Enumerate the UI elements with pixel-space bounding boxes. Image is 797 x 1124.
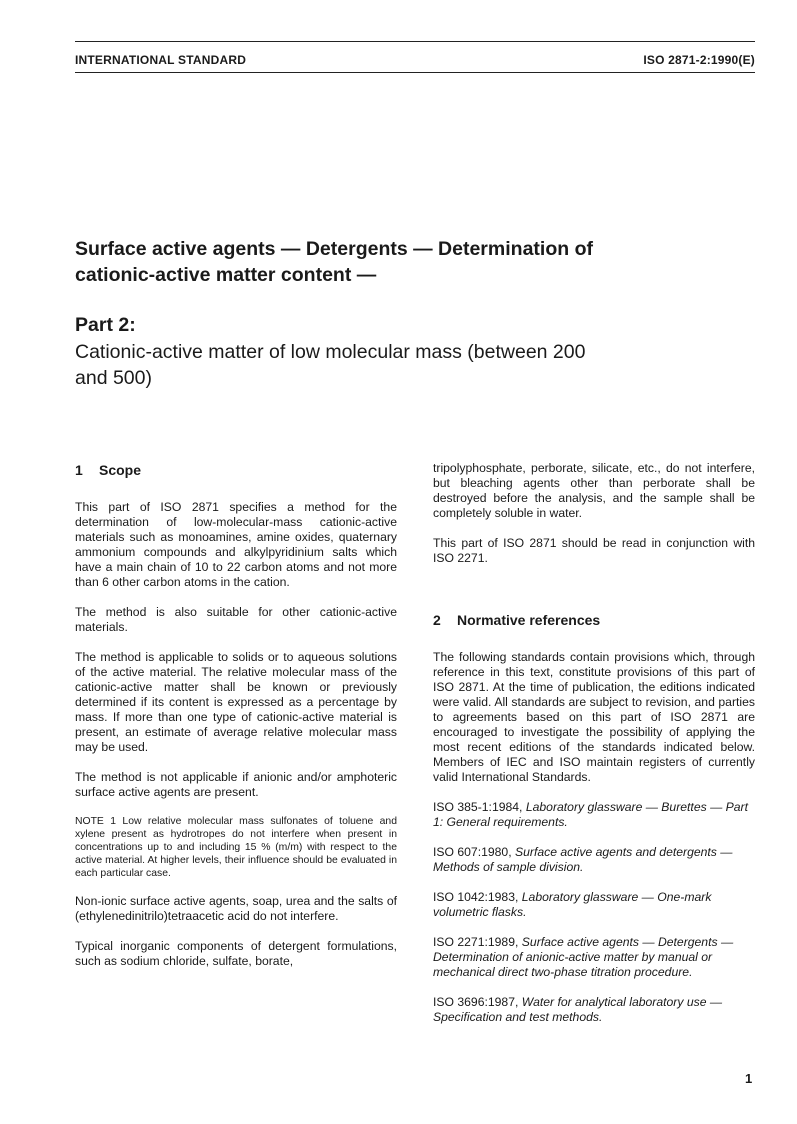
reference-item: ISO 3696:1987, Water for analytical laboratory use — Specification and test methods. [433,995,723,1024]
title-line-1: Surface active agents — Detergents — Determination of [75,238,593,260]
scope-heading [75,463,397,478]
references-number: 2 [433,612,441,628]
scope-paragraph-8: This part of ISO 2871 should be read in conjunction with ISO 2271. [433,536,755,565]
part-label: Part 2: [75,314,136,336]
scope-paragraph-6: Typical inorganic components of detergent formulations, such as sodium chloride, sulfate, borate, [75,939,397,968]
scope-number: 1 [75,462,83,478]
scope-paragraph-2: The method is also suitable for other cationic-active materials. [75,605,397,634]
scope-paragraph-4: The method is not applicable if anionic and/or amphoteric surface active agents are present. [75,770,397,799]
document-title [75,236,755,288]
title-line-2: cationic-active matter content — [75,264,377,286]
references-intro: The following standards contain provisions which, through reference in this text, constitute provisions of this part of ISO 2871. At the time of publication, the editions indicated were valid. All standards are subject to revision, and parties to agreements based on this part of ISO 2871 are encouraged to investigate the possibility of applying the most recent editions of the standards indicated below. Members of IEC and ISO maintain registers of currently valid International Standards. [433,650,755,784]
left-column [75,463,397,984]
scope-paragraph-5: Non-ionic surface active agents, soap, urea and the salts of (ethylenedinitrilo)tetraacetic acid do not interfere. [75,894,397,923]
scope-title: Scope [99,462,142,478]
reference-item: ISO 607:1980, Surface active agents and detergents — Methods of sample division. [433,845,733,874]
scope-paragraph-7: tripolyphosphate, perborate, silicate, etc., do not interfere, but bleaching agents other than perborate shall be destroyed before the analysis, and the sample shall be completely soluble in water. [433,461,755,520]
subtitle-line-1: Cationic-active matter of low molecular mass (between 200 [75,341,586,363]
scope-paragraph-3: The method is applicable to solids or to aqueous solutions of the active material. The relative molecular mass of the cationic-active matter shall be known or previously determined if its content is expressed as a percentage by mass. If more than one type of cationic-active material is present, an estimate of average relative molecular mass may be used. [75,650,397,754]
header-bottom-rule [75,72,755,73]
part-subtitle [75,339,755,391]
header-top-rule [75,41,755,42]
reference-item: ISO 2271:1989, Surface active agents — Detergents — Determination of anionic-active matter by manual or mechanical direct two-phase titration procedure. [433,935,734,979]
reference-item: ISO 1042:1983, Laboratory glassware — One-mark volumetric flasks. [433,890,712,919]
page-number: 1 [745,1071,753,1086]
references-heading [433,613,755,628]
scope-paragraph-1: This part of ISO 2871 specifies a method for the determination of low-molecular-mass cationic-active materials such as monoamines, amine oxides, quaternary ammonium compounds and alkylpyridinium salts which have a main chain of 10 to 22 carbon atoms and not more than 6 other carbon atoms in the cation. [75,500,397,589]
header-document-code: ISO 2871-2:1990(E) [643,53,755,67]
header-standard-label: INTERNATIONAL STANDARD [75,53,247,67]
reference-item: ISO 385-1:1984, Laboratory glassware — Burettes — Part 1: General requirements. [433,800,749,829]
right-column [433,461,755,1040]
references-title: Normative references [457,612,601,628]
subtitle-line-2: and 500) [75,367,152,389]
scope-note-1: NOTE 1 Low relative molecular mass sulfonates of toluene and xylene present as hydrotropes do not interfere when present in concentrations up to and including 15 % (m/m) with respect to the active material. At higher levels, their influence should be evaluated in each particular case. [75,816,397,879]
